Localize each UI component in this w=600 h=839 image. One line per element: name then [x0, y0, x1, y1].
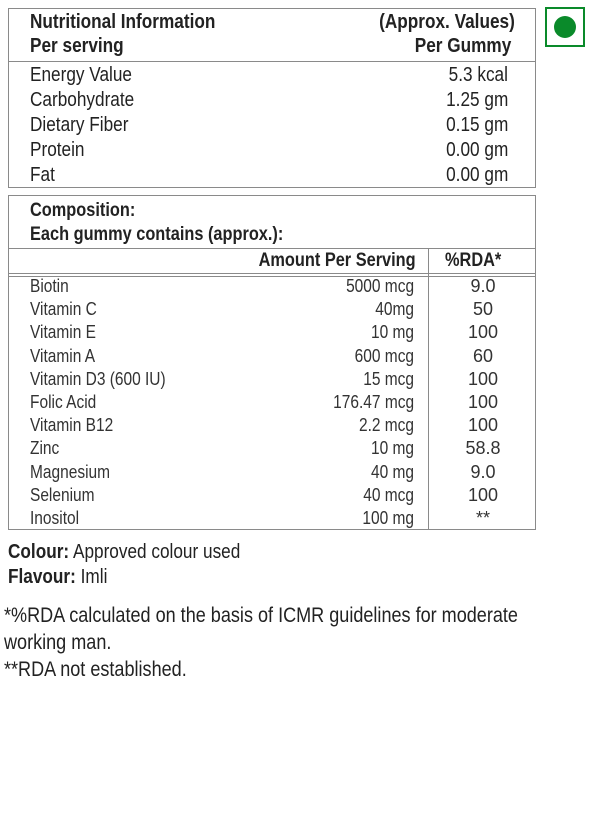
veg-symbol-icon: [545, 7, 585, 47]
ingredient-name: Inositol: [30, 508, 80, 528]
ingredient-name: Folic Acid: [30, 392, 97, 412]
ingredient-name: Vitamin D3 (600 IU): [30, 368, 166, 389]
composition-row: [9, 508, 535, 531]
composition-row: [9, 322, 535, 345]
ingredient-rda: **: [475, 508, 490, 528]
footnote-rda-line2: [4, 631, 129, 655]
ingredient-name: Vitamin C: [30, 299, 97, 320]
nutrition-row: [9, 139, 535, 164]
composition-row: [9, 299, 535, 322]
footnote-rda-line1: [4, 604, 600, 628]
ingredient-amount: 2.2 mcg: [358, 415, 414, 436]
composition-row: [9, 485, 535, 508]
ingredient-amount: 10 mg: [370, 438, 414, 459]
ingredient-name: Vitamin B12: [30, 415, 114, 436]
nutrient-name: Energy Value: [30, 64, 132, 86]
colour-label: Colour:: [8, 541, 70, 563]
ingredient-amount: 15 mcg: [363, 368, 414, 389]
ingredient-amount: 40mg: [375, 299, 414, 320]
ingredient-amount: 40 mg: [370, 461, 414, 482]
composition-table: [8, 195, 536, 530]
composition-column-header: [9, 248, 535, 274]
nutrient-value: 5.3 kcal: [448, 64, 508, 86]
nutrient-name: Carbohydrate: [30, 89, 135, 111]
per-gummy-label: Per Gummy: [414, 35, 511, 57]
flavour-line: [8, 566, 124, 589]
footnote-not-established: [4, 658, 216, 682]
composition-row: [9, 462, 535, 485]
nutrition-row: [9, 164, 535, 189]
ingredient-name: Vitamin A: [30, 345, 96, 366]
approx-values-label: (Approx. Values): [379, 11, 515, 33]
ingredient-rda: 60: [472, 345, 494, 366]
rda-column-header: %RDA*: [445, 250, 502, 271]
footnote-rda-text1: *%RDA calculated on the basis of ICMR guidelines for moderate: [4, 604, 518, 627]
composition-row: [9, 369, 535, 392]
ingredient-rda: 100: [467, 322, 499, 343]
ingredient-name: Selenium: [30, 484, 95, 505]
ingredient-name: Vitamin E: [30, 322, 96, 343]
ingredient-rda: 100: [467, 484, 499, 505]
ingredient-rda: 9.0: [470, 461, 496, 482]
composition-row: [9, 392, 535, 415]
composition-row: [9, 276, 535, 299]
nutrition-header: [9, 9, 535, 62]
nutrition-row: [9, 64, 535, 89]
flavour-value: Imli: [80, 566, 108, 588]
ingredient-amount: 600 mcg: [354, 345, 414, 366]
veg-dot-icon: [554, 16, 576, 38]
composition-row: [9, 438, 535, 461]
nutrient-value: 1.25 gm: [445, 89, 508, 111]
colour-value: Approved colour used: [72, 541, 241, 563]
ingredient-rda: 50: [472, 299, 494, 320]
ingredient-name: Magnesium: [30, 461, 111, 482]
ingredient-rda: 100: [467, 415, 499, 436]
nutrition-row: [9, 114, 535, 139]
ingredient-rda: 58.8: [465, 438, 501, 459]
ingredient-rda: 100: [467, 368, 499, 389]
footnote-not-established-text: **RDA not established.: [4, 658, 187, 681]
ingredient-amount: 10 mg: [370, 322, 414, 343]
ingredient-name: Zinc: [30, 438, 60, 459]
ingredient-amount: 176.47 mcg: [333, 392, 414, 412]
nutrition-subtitle: Per serving: [30, 35, 124, 57]
ingredient-rda: 9.0: [470, 276, 496, 296]
composition-subtitle: Each gummy contains (approx.):: [30, 224, 284, 245]
footnote-rda-text2: working man.: [4, 631, 112, 654]
ingredient-amount: 5000 mcg: [346, 276, 414, 296]
ingredient-rda: 100: [467, 392, 499, 412]
ingredient-amount: 100 mg: [362, 508, 414, 528]
nutrition-row: [9, 89, 535, 114]
nutrient-value: 0.00 gm: [445, 164, 508, 186]
composition-row: [9, 415, 535, 438]
composition-row: [9, 346, 535, 369]
amount-column-header: Amount Per Serving: [258, 250, 416, 271]
nutrient-name: Fat: [30, 164, 55, 186]
nutrient-value: 0.15 gm: [445, 114, 508, 136]
nutrient-value: 0.00 gm: [445, 139, 508, 161]
flavour-label: Flavour:: [8, 566, 76, 588]
composition-title: Composition:: [30, 200, 136, 221]
nutrient-name: Protein: [30, 139, 85, 161]
ingredient-amount: 40 mcg: [363, 484, 414, 505]
colour-line: [8, 541, 278, 564]
nutrition-table: [8, 8, 536, 188]
nutrition-title: Nutritional Information: [30, 11, 216, 33]
ingredient-name: Biotin: [30, 276, 69, 296]
nutrient-name: Dietary Fiber: [30, 114, 129, 136]
